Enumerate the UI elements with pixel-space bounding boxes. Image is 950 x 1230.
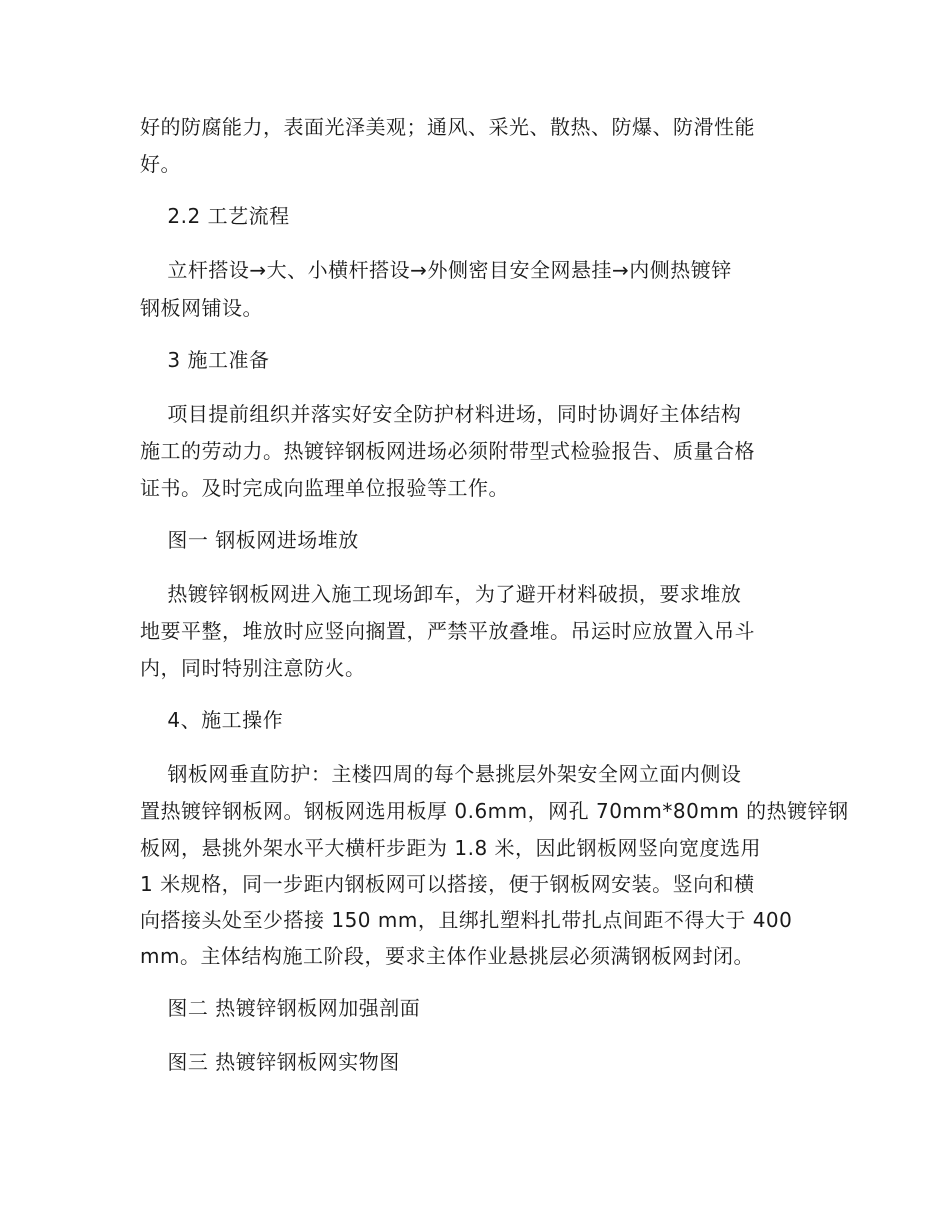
text-line: 钢板网铺设。 [140,296,263,320]
text-line: 钢板网垂直防护：主楼四周的每个悬挑层外架安全网立面内侧设 [140,762,742,786]
text-line: 向搭接头处至少搭接 150 mm，且绑扎塑料扎带扎点间距不得大于 400 [140,908,793,932]
text-line: 项目提前组织并落实好安全防护材料进场，同时协调好主体结构 [140,402,742,426]
text-line: 好的防腐能力，表面光泽美观；通风、采光、散热、防爆、防滑性能 [140,115,755,139]
text-line: 证书。及时完成向监理单位报验等工作。 [140,476,509,500]
text-line: 内，同时特别注意防火。 [140,656,366,680]
text-line: 热镀锌钢板网进入施工现场卸车，为了避开材料破损，要求堆放 [140,582,742,606]
text-line: 好。 [140,152,181,176]
figure-caption: 图二 热镀锌钢板网加强剖面 [140,996,421,1020]
text-line: 立杆搭设→大、小横杆搭设→外侧密目安全网悬挂→内侧热镀锌 [140,258,732,282]
figure-caption: 图一 钢板网进场堆放 [140,528,359,552]
figure-caption: 图三 热镀锌钢板网实物图 [140,1050,400,1074]
section-heading: 3 施工准备 [140,348,270,372]
text-line: 施工的劳动力。热镀锌钢板网进场必须附带型式检验报告、质量合格 [140,439,755,463]
text-line: 地要平整，堆放时应竖向搁置，严禁平放叠堆。吊运时应放置入吊斗 [140,619,755,643]
section-heading: 4、施工操作 [140,708,284,732]
text-line: 板网，悬挑外架水平大横杆步距为 1.8 米，因此钢板网竖向宽度选用 [140,836,762,860]
section-heading: 2.2 工艺流程 [140,204,290,228]
text-line: mm。主体结构施工阶段，要求主体作业悬挑层必须满钢板网封闭。 [140,944,754,968]
text-line: 1 米规格，同一步距内钢板网可以搭接，便于钢板网安装。竖向和横 [140,872,755,896]
text-line: 置热镀锌钢板网。钢板网选用板厚 0.6mm，网孔 70mm*80mm 的热镀锌钢 [140,799,849,823]
